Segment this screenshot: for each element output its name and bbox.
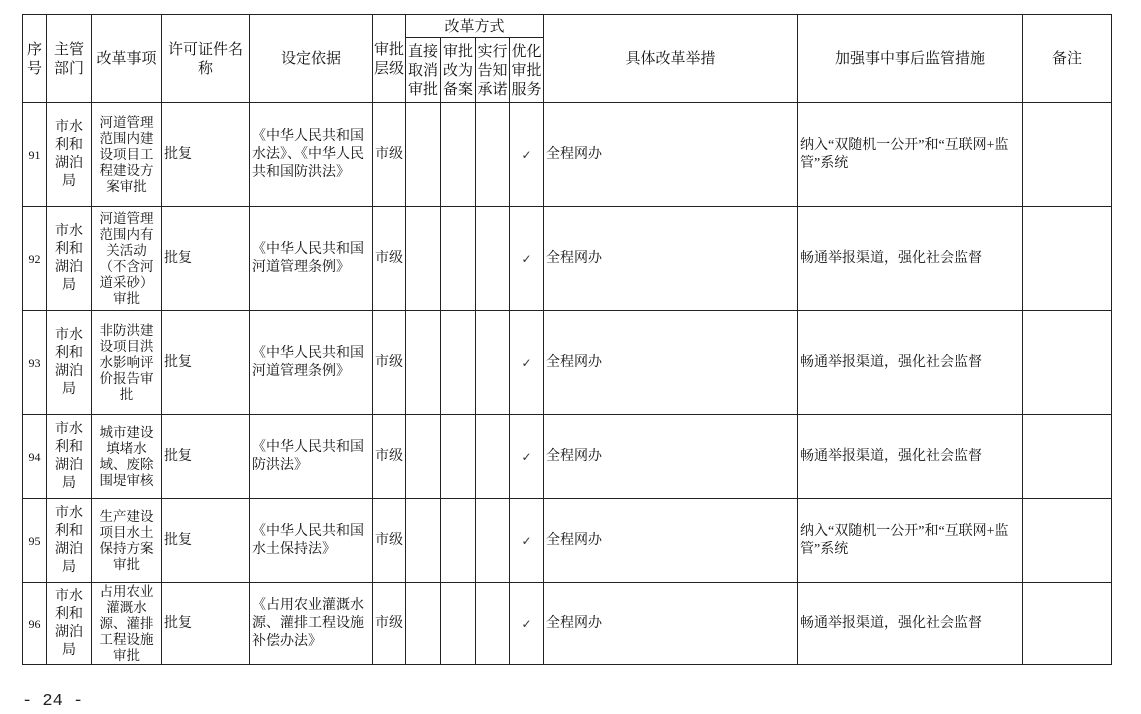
department-cell: 市水利和湖泊局: [47, 415, 92, 499]
department-cell: 市水利和湖泊局: [47, 103, 92, 207]
filing-cell: [441, 415, 476, 499]
index-cell: 91: [23, 103, 47, 207]
header-cancel: 直接取消审批: [406, 38, 441, 103]
reform-items-table: [22, 14, 1112, 665]
optimize-check-cell: ✓: [510, 103, 544, 207]
item-cell: 河道管理范围内建设项目工程建设方案审批: [92, 103, 162, 207]
remarks-cell: [1023, 207, 1112, 311]
license-cell: 批复: [162, 499, 250, 583]
license-cell: 批复: [162, 103, 250, 207]
supervision-cell: 纳入“双随机一公开”和“互联网+监管”系统: [798, 103, 1023, 207]
header-item: 改革事项: [92, 15, 162, 103]
department-cell: 市水利和湖泊局: [47, 583, 92, 665]
level-cell: 市级: [373, 583, 406, 665]
optimize-check-cell: ✓: [510, 311, 544, 415]
table-row: [23, 583, 1112, 665]
department-cell: 市水利和湖泊局: [47, 311, 92, 415]
license-cell: 批复: [162, 583, 250, 665]
remarks-cell: [1023, 415, 1112, 499]
commitment-cell: [476, 583, 510, 665]
remarks-cell: [1023, 499, 1112, 583]
header-commitment: 实行告知承诺: [476, 38, 510, 103]
measures-cell: 全程网办: [544, 415, 798, 499]
table-row: [23, 415, 1112, 499]
header-basis: 设定依据: [250, 15, 373, 103]
optimize-check-cell: ✓: [510, 583, 544, 665]
index-cell: 96: [23, 583, 47, 665]
remarks-cell: [1023, 583, 1112, 665]
commitment-cell: [476, 103, 510, 207]
basis-cell: 《占用农业灌溉水源、灌排工程设施补偿办法》: [250, 583, 373, 665]
basis-cell: 《中华人民共和国河道管理条例》: [250, 311, 373, 415]
item-cell: 非防洪建设项目洪水影响评价报告审批: [92, 311, 162, 415]
level-cell: 市级: [373, 499, 406, 583]
table-header: [23, 15, 1112, 103]
index-cell: 92: [23, 207, 47, 311]
commitment-cell: [476, 499, 510, 583]
cancel-cell: [406, 499, 441, 583]
optimize-check-cell: ✓: [510, 499, 544, 583]
item-cell: 占用农业灌溉水源、灌排工程设施审批: [92, 583, 162, 665]
basis-cell: 《中华人民共和国水土保持法》: [250, 499, 373, 583]
header-department: 主管部门: [47, 15, 92, 103]
page-number: - 24 -: [22, 692, 84, 711]
measures-cell: 全程网办: [544, 207, 798, 311]
filing-cell: [441, 499, 476, 583]
basis-cell: 《中华人民共和国水法》、《中华人民共和国防洪法》: [250, 103, 373, 207]
optimize-check-cell: ✓: [510, 207, 544, 311]
index-cell: 94: [23, 415, 47, 499]
item-cell: 生产建设项目水土保持方案审批: [92, 499, 162, 583]
supervision-cell: 畅通举报渠道，强化社会监督: [798, 415, 1023, 499]
measures-cell: 全程网办: [544, 499, 798, 583]
level-cell: 市级: [373, 207, 406, 311]
cancel-cell: [406, 583, 441, 665]
supervision-cell: 纳入“双随机一公开”和“互联网+监管”系统: [798, 499, 1023, 583]
header-remarks: 备注: [1023, 15, 1112, 103]
index-cell: 93: [23, 311, 47, 415]
header-index: 序号: [23, 15, 47, 103]
header-row-top: [23, 15, 1112, 38]
license-cell: 批复: [162, 311, 250, 415]
basis-cell: 《中华人民共和国防洪法》: [250, 415, 373, 499]
table-body: [23, 103, 1112, 665]
cancel-cell: [406, 311, 441, 415]
remarks-cell: [1023, 311, 1112, 415]
department-cell: 市水利和湖泊局: [47, 207, 92, 311]
header-supervision: 加强事中事后监管措施: [798, 15, 1023, 103]
header-level: 审批层级: [373, 15, 406, 103]
level-cell: 市级: [373, 415, 406, 499]
measures-cell: 全程网办: [544, 583, 798, 665]
index-cell: 95: [23, 499, 47, 583]
commitment-cell: [476, 415, 510, 499]
header-measures: 具体改革举措: [544, 15, 798, 103]
license-cell: 批复: [162, 207, 250, 311]
license-cell: 批复: [162, 415, 250, 499]
header-filing: 审批改为备案: [441, 38, 476, 103]
remarks-cell: [1023, 103, 1112, 207]
filing-cell: [441, 311, 476, 415]
measures-cell: 全程网办: [544, 311, 798, 415]
basis-cell: 《中华人民共和国河道管理条例》: [250, 207, 373, 311]
filing-cell: [441, 207, 476, 311]
cancel-cell: [406, 415, 441, 499]
item-cell: 城市建设填堵水域、废除围堤审核: [92, 415, 162, 499]
header-optimize: 优化审批服务: [510, 38, 544, 103]
filing-cell: [441, 103, 476, 207]
optimize-check-cell: ✓: [510, 415, 544, 499]
level-cell: 市级: [373, 103, 406, 207]
cancel-cell: [406, 103, 441, 207]
commitment-cell: [476, 311, 510, 415]
item-cell: 河道管理范围内有关活动（不含河道采砂）审批: [92, 207, 162, 311]
table-row: [23, 207, 1112, 311]
table-row: [23, 311, 1112, 415]
header-license: 许可证件名称: [162, 15, 250, 103]
table-row: [23, 103, 1112, 207]
department-cell: 市水利和湖泊局: [47, 499, 92, 583]
filing-cell: [441, 583, 476, 665]
header-reform-method: 改革方式: [406, 15, 544, 38]
level-cell: 市级: [373, 311, 406, 415]
commitment-cell: [476, 207, 510, 311]
supervision-cell: 畅通举报渠道，强化社会监督: [798, 311, 1023, 415]
supervision-cell: 畅通举报渠道，强化社会监督: [798, 207, 1023, 311]
measures-cell: 全程网办: [544, 103, 798, 207]
supervision-cell: 畅通举报渠道，强化社会监督: [798, 583, 1023, 665]
cancel-cell: [406, 207, 441, 311]
table-row: [23, 499, 1112, 583]
